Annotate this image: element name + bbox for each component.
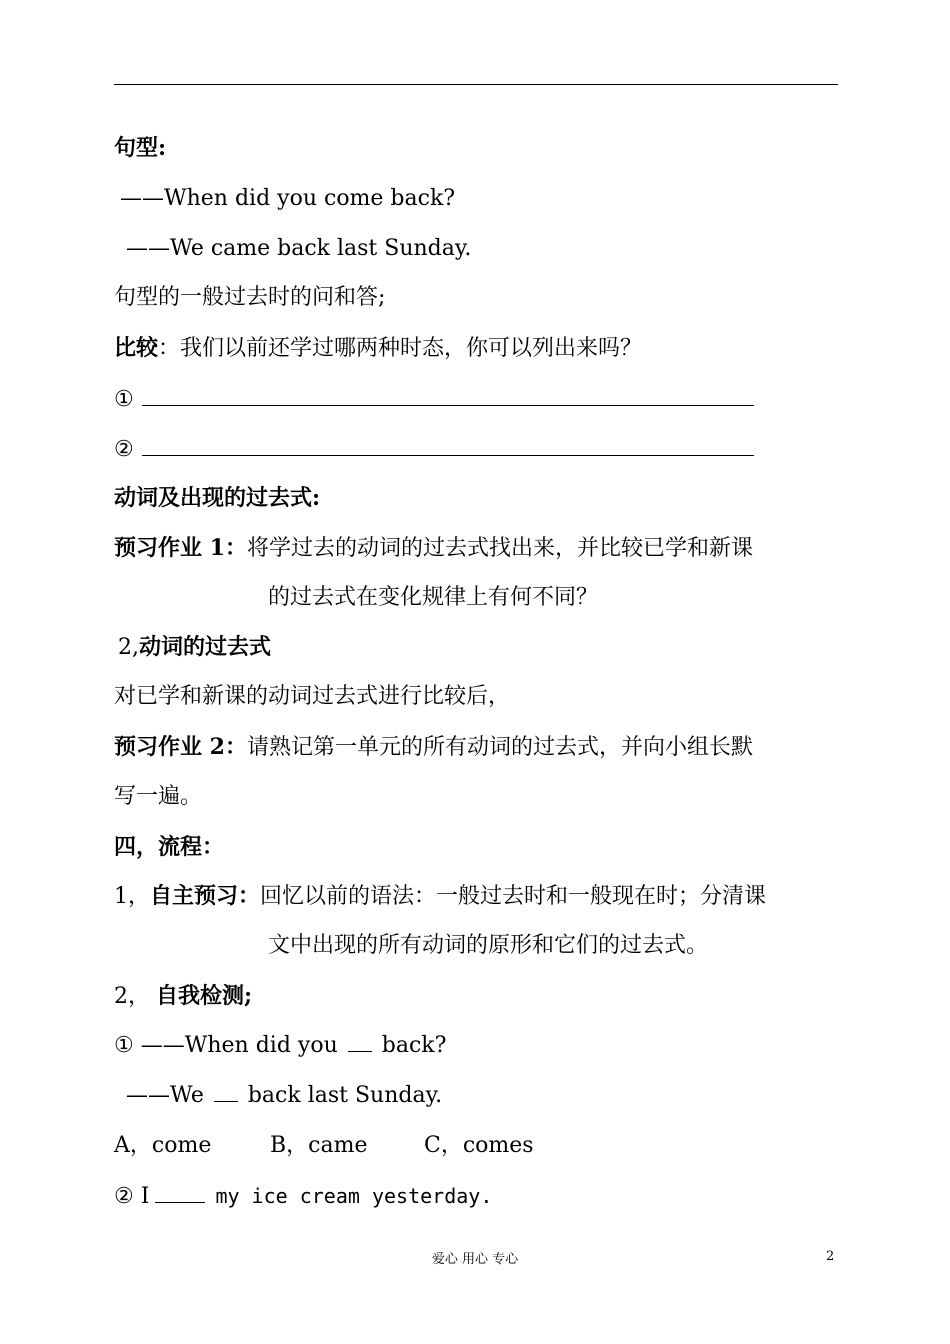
quiz-q1-blank[interactable] [348, 1031, 372, 1052]
header-rule [114, 84, 838, 85]
step-1-continuation: 文中出现的所有动词的原形和它们的过去式。 [268, 933, 709, 958]
process-heading: 四，流程： [114, 834, 225, 860]
homework-1-line [114, 533, 753, 564]
compare-label: 比较 [114, 335, 159, 361]
pattern-description: 句型的一般过去时的问和答; [114, 285, 386, 310]
subsection-2-title [118, 632, 271, 663]
compare-line [114, 333, 642, 364]
step-1-label: 自主预习： [150, 883, 261, 909]
homework-1-continuation: 的过去式在变化规律上有何不同？ [268, 585, 599, 610]
quiz-a1-text-a: ——We [126, 1083, 204, 1108]
circled-one-marker: ① [114, 1033, 134, 1058]
quiz-q2-text-a: I [140, 1184, 150, 1209]
option-a[interactable]: A，come [114, 1133, 212, 1158]
compare-item-1 [114, 383, 754, 415]
quiz-q1-text-a: ——When did you [140, 1033, 338, 1058]
pattern-answer: ——We came back last Sunday. [126, 236, 472, 261]
option-c[interactable]: C，comes [424, 1133, 534, 1158]
answer-blank-2[interactable] [142, 433, 754, 456]
step-2-label: 自我检测; [156, 983, 253, 1009]
quiz-question-2 [114, 1181, 492, 1212]
page-number: 2 [826, 1249, 835, 1264]
quiz-options [114, 1131, 534, 1161]
footer-motto: 爱心 用心 专心 [431, 1252, 519, 1267]
quiz-q1-text-b: back? [381, 1033, 447, 1058]
quiz-q2-blank[interactable] [155, 1182, 205, 1203]
option-b[interactable]: B，came [270, 1133, 368, 1158]
verbs-heading: 动词及出现的过去式: [114, 485, 321, 511]
homework-2-text: 请熟记第一单元的所有动词的过去式，并向小组长默 [246, 735, 753, 760]
subsection-2-text: 动词的过去式 [139, 634, 272, 660]
step-2-number: 2， [114, 984, 150, 1009]
circled-two-marker: ② [114, 1184, 134, 1209]
step-1-number: 1， [114, 884, 150, 909]
compare-item-2 [114, 433, 754, 465]
subsection-2-number: 2, [118, 635, 139, 660]
quiz-question-1 [114, 1031, 446, 1061]
homework-2-continuation: 写一遍。 [114, 784, 203, 809]
quiz-a1-blank[interactable] [214, 1081, 238, 1102]
homework-1-label: 预习作业 1： [114, 535, 247, 561]
quiz-answer-1 [126, 1081, 442, 1111]
pattern-heading: 句型: [114, 135, 167, 161]
homework-2-line [114, 732, 753, 763]
compare-text: ：我们以前还学过哪两种时态，你可以列出来吗？ [158, 336, 643, 361]
homework-1-text: 将学过去的动词的过去式找出来，并比较已学和新课 [246, 536, 753, 561]
circled-one-marker: ① [114, 387, 134, 412]
step-1-line [114, 881, 766, 912]
quiz-q2-text-b: my ice cream yesterday. [215, 1184, 493, 1208]
homework-2-label: 预习作业 2： [114, 734, 247, 760]
compare-note: 对已学和新课的动词过去式进行比较后， [114, 684, 511, 709]
pattern-question: ——When did you come back? [120, 186, 456, 211]
quiz-a1-text-b: back last Sunday. [247, 1083, 443, 1108]
answer-blank-1[interactable] [142, 383, 754, 406]
step-2-line [114, 981, 252, 1012]
circled-two-marker: ② [114, 437, 134, 462]
step-1-text: 回忆以前的语法：一般过去时和一般现在时；分清课 [260, 884, 767, 909]
